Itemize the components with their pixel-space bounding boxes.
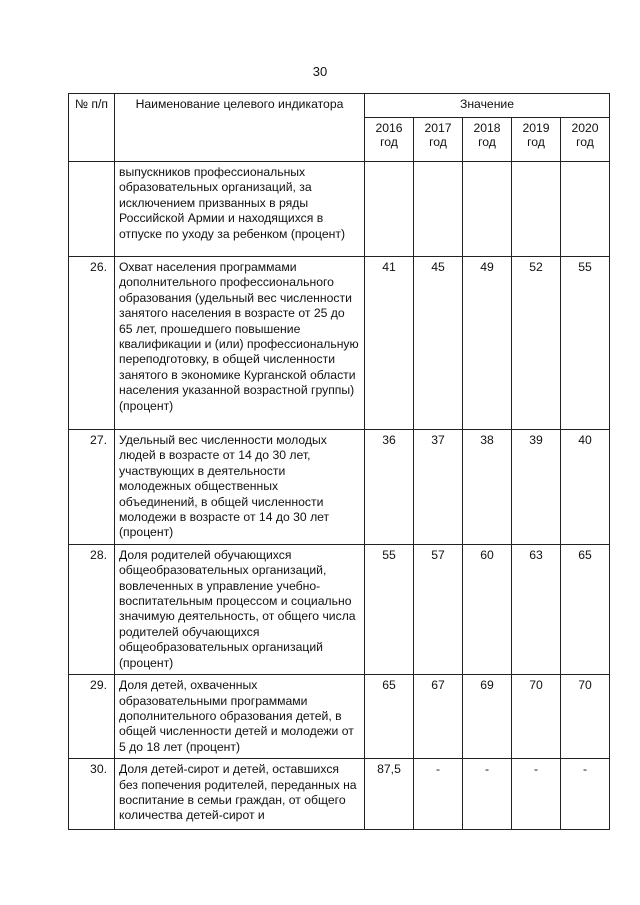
value-2019: 52: [512, 257, 561, 430]
value-2017: 37: [414, 430, 463, 545]
value-2017: [414, 162, 463, 257]
value-2017: 45: [414, 257, 463, 430]
value-2020: 40: [561, 430, 610, 545]
value-2017: -: [414, 759, 463, 830]
page-number: 30: [312, 64, 328, 79]
indicator-name: Охват населения программами дополнительного профессионального образования (удельный вес численности занятого населения в возрасте от 25 до 65 лет, прошедшего повышение квалификации и (или) профессиональную переподготовку, в общей численности занятого в экономике Курганской области населения указанной возрастной группы) (процент): [115, 257, 365, 430]
table-row: [69, 257, 610, 430]
row-number: 26.: [69, 257, 115, 430]
value-2016: 55: [365, 544, 414, 674]
row-number: 28.: [69, 544, 115, 674]
value-2020: 65: [561, 544, 610, 674]
indicator-name: Удельный вес численности молодых людей в возрасте от 14 до 30 лет, участвующих в деятельности молодежных общественных объединений, в общей численности молодежи в возрасте от 14 до 30 лет (процент): [115, 430, 365, 545]
row-number: [69, 162, 115, 257]
header-year-unit: год: [380, 135, 398, 149]
table-row: [69, 430, 610, 545]
indicator-name: выпускников профессиональных образовательных организаций, за исключением призванных в ряды Российской Армии и находящихся в отпуске по уходу за ребенком (процент): [115, 162, 365, 257]
header-year-unit: год: [576, 135, 594, 149]
value-2019: 39: [512, 430, 561, 545]
header-year-unit: год: [527, 135, 545, 149]
indicator-name: Доля детей, охваченных образовательными программами дополнительного образования детей, в общей численности детей и молодежи от 5 до 18 лет (процент): [115, 675, 365, 759]
value-2020: 55: [561, 257, 610, 430]
value-2018: 60: [463, 544, 512, 674]
value-2018: -: [463, 759, 512, 830]
value-2019: 63: [512, 544, 561, 674]
header-year-label: 2018: [473, 121, 501, 135]
header-year-label: 2017: [424, 121, 452, 135]
value-2020: -: [561, 759, 610, 830]
row-number: 30.: [69, 759, 115, 830]
header-year-2017: [414, 118, 463, 162]
value-2017: 67: [414, 675, 463, 759]
value-2020: 70: [561, 675, 610, 759]
indicators-table: [68, 93, 610, 830]
header-value: Значение: [365, 94, 610, 118]
value-2019: [512, 162, 561, 257]
indicator-name: Доля детей-сирот и детей, оставшихся без попечения родителей, переданных на воспитание в семьи граждан, от общего количества детей-сирот и: [115, 759, 365, 830]
value-2018: 38: [463, 430, 512, 545]
header-year-label: 2016: [375, 121, 403, 135]
value-2017: 57: [414, 544, 463, 674]
value-2016: [365, 162, 414, 257]
value-2016: 87,5: [365, 759, 414, 830]
value-2018: 49: [463, 257, 512, 430]
header-year-2019: [512, 118, 561, 162]
value-2016: 36: [365, 430, 414, 545]
value-2019: 70: [512, 675, 561, 759]
header-year-label: 2019: [522, 121, 550, 135]
indicator-name: Доля родителей обучающихся общеобразовательных организаций, вовлеченных в управление учебно-воспитательным процессом и социально значимую деятельность, от общего числа родителей обучающихся общеобразовательных организаций (процент): [115, 544, 365, 674]
value-2018: [463, 162, 512, 257]
table-row: [69, 759, 610, 830]
value-2016: 65: [365, 675, 414, 759]
table-row: [69, 675, 610, 759]
header-year-2020: [561, 118, 610, 162]
header-year-unit: год: [478, 135, 496, 149]
value-2020: [561, 162, 610, 257]
header-year-2018: [463, 118, 512, 162]
header-name: Наименование целевого индикатора: [115, 94, 365, 162]
value-2018: 69: [463, 675, 512, 759]
table-row: [69, 544, 610, 674]
header-row-top: [69, 94, 610, 118]
value-2016: 41: [365, 257, 414, 430]
header-year-unit: год: [429, 135, 447, 149]
row-number: 29.: [69, 675, 115, 759]
header-year-2016: [365, 118, 414, 162]
header-year-label: 2020: [571, 121, 599, 135]
table-row: [69, 162, 610, 257]
header-num: № п/п: [69, 94, 115, 162]
row-number: 27.: [69, 430, 115, 545]
value-2019: -: [512, 759, 561, 830]
